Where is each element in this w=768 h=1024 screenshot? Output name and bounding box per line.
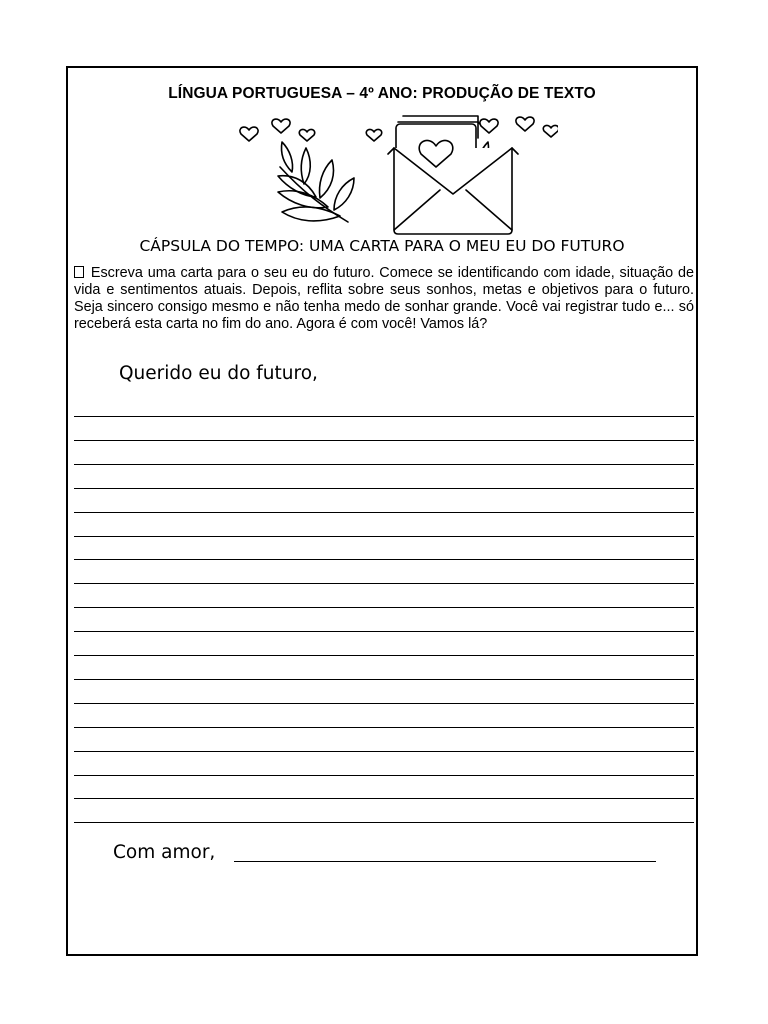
writing-line[interactable] xyxy=(74,559,694,560)
writing-line[interactable] xyxy=(74,607,694,608)
writing-line[interactable] xyxy=(74,512,694,513)
heart-icon xyxy=(480,119,498,133)
writing-line[interactable] xyxy=(74,822,694,823)
writing-line[interactable] xyxy=(74,798,694,799)
writing-line[interactable] xyxy=(74,655,694,656)
heart-icon xyxy=(299,129,314,141)
writing-line[interactable] xyxy=(74,727,694,728)
writing-line[interactable] xyxy=(74,536,694,537)
writing-line[interactable] xyxy=(74,488,694,489)
heart-icon xyxy=(543,125,558,137)
checkbox-icon xyxy=(74,266,84,278)
worksheet-subtitle: CÁPSULA DO TEMPO: UMA CARTA PARA O MEU EU DO FUTURO xyxy=(139,237,625,255)
writing-line[interactable] xyxy=(74,440,694,441)
heart-icon xyxy=(366,129,381,141)
envelope-heart-illustration xyxy=(208,112,558,237)
heart-icon xyxy=(272,119,290,133)
writing-line[interactable] xyxy=(74,631,694,632)
writing-line[interactable] xyxy=(74,416,694,417)
heart-icon xyxy=(240,127,258,141)
writing-line[interactable] xyxy=(74,703,694,704)
letter-closing: Com amor, xyxy=(113,842,216,863)
leaf-branch-icon xyxy=(278,142,354,222)
letter-greeting: Querido eu do futuro, xyxy=(119,363,318,384)
writing-line[interactable] xyxy=(74,679,694,680)
writing-line[interactable] xyxy=(74,583,694,584)
worksheet-title: LÍNGUA PORTUGUESA – 4º ANO: PRODUÇÃO DE TEXTO xyxy=(168,85,596,102)
writing-line[interactable] xyxy=(74,464,694,465)
instructions-paragraph xyxy=(74,265,694,333)
writing-line[interactable] xyxy=(74,751,694,752)
instructions-text: Escreva uma carta para o seu eu do futuro. Comece se identificando com idade, situação de vida e sentimentos atuais. Depois, reflita sobre seus sonhos, metas e objetivos para o futuro. Seja sincero consigo mesmo e não tenha medo de sonhar grande. Você vai registrar tudo e... só receberá esta carta no fim do ano. Agora é com você! Vamos lá? xyxy=(74,265,695,332)
worksheet-frame xyxy=(66,66,698,956)
writing-line[interactable] xyxy=(74,775,694,776)
signature-line[interactable] xyxy=(234,861,656,862)
envelope-heart-icon xyxy=(388,116,518,234)
heart-icon xyxy=(516,117,534,131)
